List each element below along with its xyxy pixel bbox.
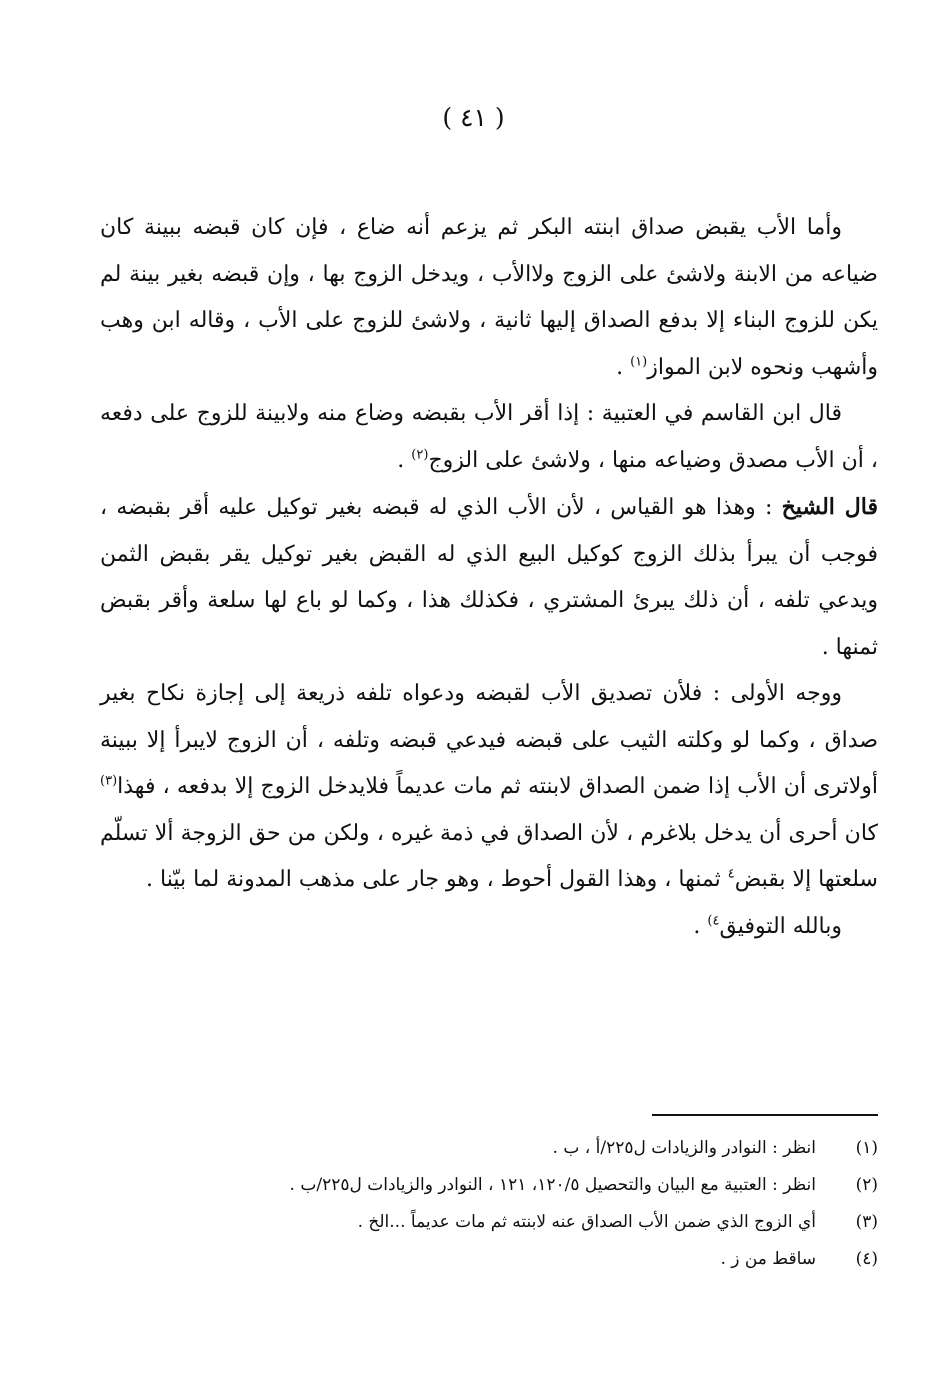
paragraph-2 (100, 391, 878, 484)
paragraph-text: : وهذا هو القياس ، لأن الأب الذي له قبضه بغير توكيل عليه أقر بقبضه ، فوجب أن يبرأ بذلك الزوج كوكيل البيع الذي له القبض بغير توكيل يقر بقبض الثمن ويدعي تلفه ، أن ذلك يبرئ المشتري ، فكذلك هذا ، وكما لو باع لها سلعة وأقر بقبض ثمنها . (100, 495, 878, 660)
footnotes (150, 1138, 878, 1286)
footnote-ref-4[interactable]: ٤ (727, 866, 735, 882)
paragraph-tail: . (616, 354, 631, 380)
paragraph-4 (100, 671, 878, 904)
paragraph-text: ووجه الأولى : فلأن تصديق الأب لقبضه ودعواه تلفه ذريعة إلى إجازة نكاح بغير صداق ، وكما لو وكلته الثيب على قبضه فيدعي قبضه وتلفه ، أن الزوج لايبرأ إلا ببينة أولاترى أن الأب إذا ضمن الصداق لابنته ثم مات عديماً فلايدخل الزوج إلا بدفعه ، فهذا (100, 681, 878, 799)
footnote-number: (٤) (855, 1249, 878, 1269)
footnote-ref-2[interactable]: (٢) (411, 447, 429, 463)
paragraph-tail: ثمنها ، وهذا القول أحوط ، وهو جار على مذهب المدونة لما بيّنا . (146, 867, 728, 892)
footnote-4 (150, 1249, 878, 1286)
paragraph-3 (100, 484, 878, 671)
footnote-number: (٣) (855, 1212, 878, 1232)
paragraph-1 (100, 205, 878, 391)
footnote-ref-4b[interactable]: ٤) (707, 913, 720, 929)
footnote-divider (652, 1114, 878, 1116)
footnote-text: أي الزوج الذي ضمن الأب الصداق عنه لابنته ثم مات عديماً ...الخ . (357, 1212, 816, 1232)
footnote-text: انظر : العتبية مع البيان والتحصيل ١٢٠/٥، ١٢١ ، النوادر والزيادات ل٢٢٥/ب . (289, 1175, 816, 1195)
footnote-text: انظر : النوادر والزيادات ل٢٢٥/أ ، ب . (552, 1138, 816, 1158)
paragraph-text: وأما الأب يقبض صداق ابنته البكر ثم يزعم أنه ضاع ، فإن كان قبضه ببينة كان ضياعه من الابنة ولاشئ على الزوج ولاالأب ، ويدخل الزوج بها ، وإن قبضه بغير بينة لم يكن للزوج البناء إلا بدفع الصداق إليها ثانية ، ولاشئ للزوج على الأب ، وقاله ابن وهب وأشهب ونحوه لابن المواز (100, 215, 878, 380)
footnote-ref-3[interactable]: (٣) (100, 773, 118, 789)
paragraph-text-continued: كان أحرى أن يدخل بلاغرم ، لأن الصداق في ذمة غيره ، ولكن من حق الزوجة ألا تسلّم سلعتها إلا بقبض (100, 820, 878, 892)
paragraph-term: قال الشيخ (781, 494, 878, 520)
page-number: ( ٤١ ) (442, 103, 505, 132)
footnote-2 (150, 1175, 878, 1212)
footnote-number: (١) (855, 1138, 878, 1158)
footnote-3 (150, 1212, 878, 1249)
paragraph-5 (100, 904, 878, 951)
footnote-ref-1[interactable]: (١) (630, 354, 648, 370)
footnote-1 (150, 1138, 878, 1175)
footnote-number: (٢) (855, 1175, 878, 1195)
body-text (100, 205, 878, 950)
footnote-text: ساقط من ز . (720, 1249, 816, 1269)
paragraph-tail: . (693, 913, 708, 939)
paragraph-text: قال ابن القاسم في العتبية : إذا أقر الأب بقبضه وضاع منه ولابينة للزوج على دفعه ، أن الأب مصدق وضياعه منها ، ولاشئ على الزوج (100, 401, 878, 473)
paragraph-text: وبالله التوفيق (719, 913, 842, 939)
paragraph-tail: . (397, 447, 412, 473)
